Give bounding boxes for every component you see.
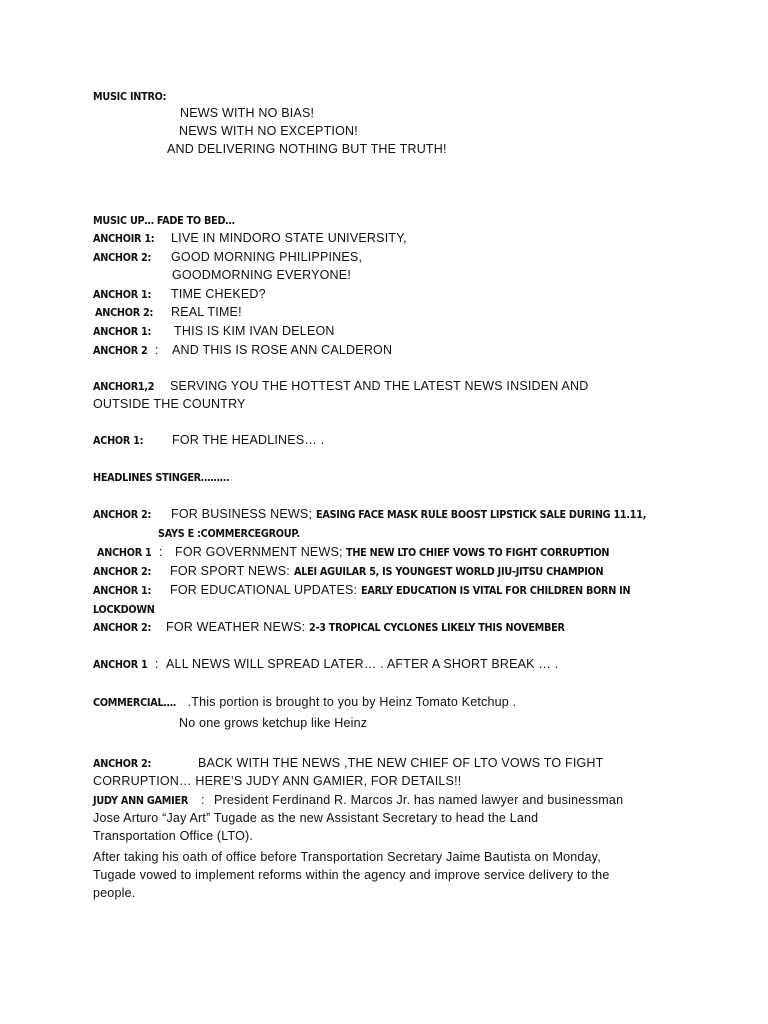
opening-text: LIVE IN MINDORO STATE UNIVERSITY,: [171, 231, 407, 245]
headline-line: [175, 546, 646, 559]
back-line-1: BACK WITH THE NEWS ,THE NEW CHIEF OF LTO VOWS TO FIGHT: [198, 756, 604, 770]
opening-line: [93, 325, 159, 338]
headline-category: FOR EDUCATIONAL UPDATES:: [170, 583, 361, 597]
speaker-label: ANCHOR 1:: [93, 288, 152, 301]
opening-line: [93, 288, 159, 301]
opening-text: TIME CHEKED?: [171, 287, 266, 301]
break-speaker: ANCHOR 1 :: [93, 657, 159, 671]
commercial-label: COMMERCIAL….: [93, 696, 177, 709]
speaker-label: ANCHOR 2:: [95, 306, 154, 319]
colon: :: [200, 793, 205, 807]
headline-category: FOR BUSINESS NEWS;: [171, 507, 316, 521]
report-line-2: Jose Arturo “Jay Art” Tugade as the new Assistant Secretary to head the Land: [93, 811, 539, 825]
anchor12-line-2: OUTSIDE THE COUNTRY: [93, 397, 246, 411]
anchor12-line-1: SERVING YOU THE HOTTEST AND THE LATEST NEWS INSIDEN AND: [170, 379, 589, 393]
headline-speaker: ANCHOR 2:: [93, 508, 152, 521]
headline-title: EASING FACE MASK RULE BOOST LIPSTICK SALE DURING 11.11,: [315, 508, 646, 521]
headline-line: [166, 621, 600, 634]
colon: :: [154, 657, 159, 671]
headline-line: [170, 584, 667, 597]
colon: :: [158, 545, 163, 559]
back-line-2: CORRUPTION… HERE’S JUDY ANN GAMIER, FOR DETAILS!!: [93, 774, 462, 788]
report-speaker: JUDY ANN GAMIER :: [93, 793, 205, 807]
headlines-intro-speaker: ACHOR 1:: [93, 434, 144, 447]
opening-line: [95, 306, 161, 319]
opening-text: GOODMORNING EVERYONE!: [172, 268, 351, 282]
music-up-label: MUSIC UP… FADE TO BED…: [93, 214, 235, 227]
break-text: ALL NEWS WILL SPREAD LATER… . AFTER A SHORT BREAK … .: [166, 657, 559, 671]
headline-title: ALEI AGUILAR 5, IS YOUNGEST WORLD JIU-JITSU CHAMPION: [293, 565, 603, 578]
opening-text: THIS IS KIM IVAN DELEON: [174, 324, 335, 338]
headline-title: EARLY EDUCATION IS VITAL FOR CHILDREN BORN IN: [360, 584, 631, 597]
intro-line-1: NEWS WITH NO BIAS!: [180, 106, 315, 120]
speaker-label: ANCHOR 1:: [93, 325, 152, 338]
music-intro-label: MUSIC INTRO:: [93, 90, 167, 103]
headlines-intro-text: FOR THE HEADLINES… .: [172, 433, 325, 447]
headline-line: [171, 508, 691, 521]
headline-title: SAYS E :COMMERCEGROUP.: [158, 527, 300, 540]
opening-line: [93, 344, 159, 357]
commercial-text: .This portion is brought to you by Heinz Tomato Ketchup .: [187, 695, 517, 709]
intro-line-2: NEWS WITH NO EXCEPTION!: [179, 124, 358, 138]
report-p2-line-3: people.: [93, 886, 136, 900]
headline-category: FOR SPORT NEWS:: [170, 564, 294, 578]
report-p2-line-2: Tugade vowed to implement reforms within the agency and improve service delivery to the: [93, 868, 610, 882]
speaker-label: ANCHOIR 1:: [93, 232, 155, 245]
headline-category: FOR WEATHER NEWS:: [166, 620, 309, 634]
report-line-3: Transportation Office (LTO).: [93, 829, 254, 843]
report-line-1: President Ferdinand R. Marcos Jr. has named lawyer and businessman: [214, 793, 624, 807]
stinger-label: HEADLINES STINGER………: [93, 471, 230, 484]
headline-speaker: ANCHOR 2:: [93, 621, 152, 634]
headline-speaker: ANCHOR 1 :: [97, 545, 163, 559]
headline-line: [170, 565, 645, 578]
speaker-label: ANCHOR 2:: [93, 251, 152, 264]
speaker-label: ANCHOR 2: [93, 344, 148, 357]
anchor12-speaker: ANCHOR1,2: [93, 380, 155, 393]
headline-category: FOR GOVERNMENT NEWS;: [175, 545, 347, 559]
intro-line-3: AND DELIVERING NOTHING BUT THE TRUTH!: [167, 142, 447, 156]
opening-text: GOOD MORNING PHILIPPINES,: [171, 250, 363, 264]
headline-speaker: ANCHOR 1:: [93, 584, 152, 597]
opening-text: AND THIS IS ROSE ANN CALDERON: [172, 343, 393, 357]
colon: :: [154, 343, 159, 357]
headline-title: 2-3 TROPICAL CYCLONES LIKELY THIS NOVEMBER: [308, 621, 565, 634]
back-speaker: ANCHOR 2:: [93, 757, 152, 770]
report-p2-line-1: After taking his oath of office before Transportation Secretary Jaime Bautista on Monday,: [93, 850, 601, 864]
commercial-tagline: No one grows ketchup like Heinz: [179, 716, 368, 730]
commercial-line: [93, 696, 516, 709]
headline-line: [158, 527, 319, 540]
opening-line: [93, 251, 159, 264]
headline-continuation: LOCKDOWN: [93, 603, 155, 616]
opening-text: REAL TIME!: [171, 305, 242, 319]
headline-title: THE NEW LTO CHIEF VOWS TO FIGHT CORRUPTION: [346, 546, 610, 559]
opening-line: [93, 232, 163, 245]
headline-speaker: ANCHOR 2:: [93, 565, 152, 578]
